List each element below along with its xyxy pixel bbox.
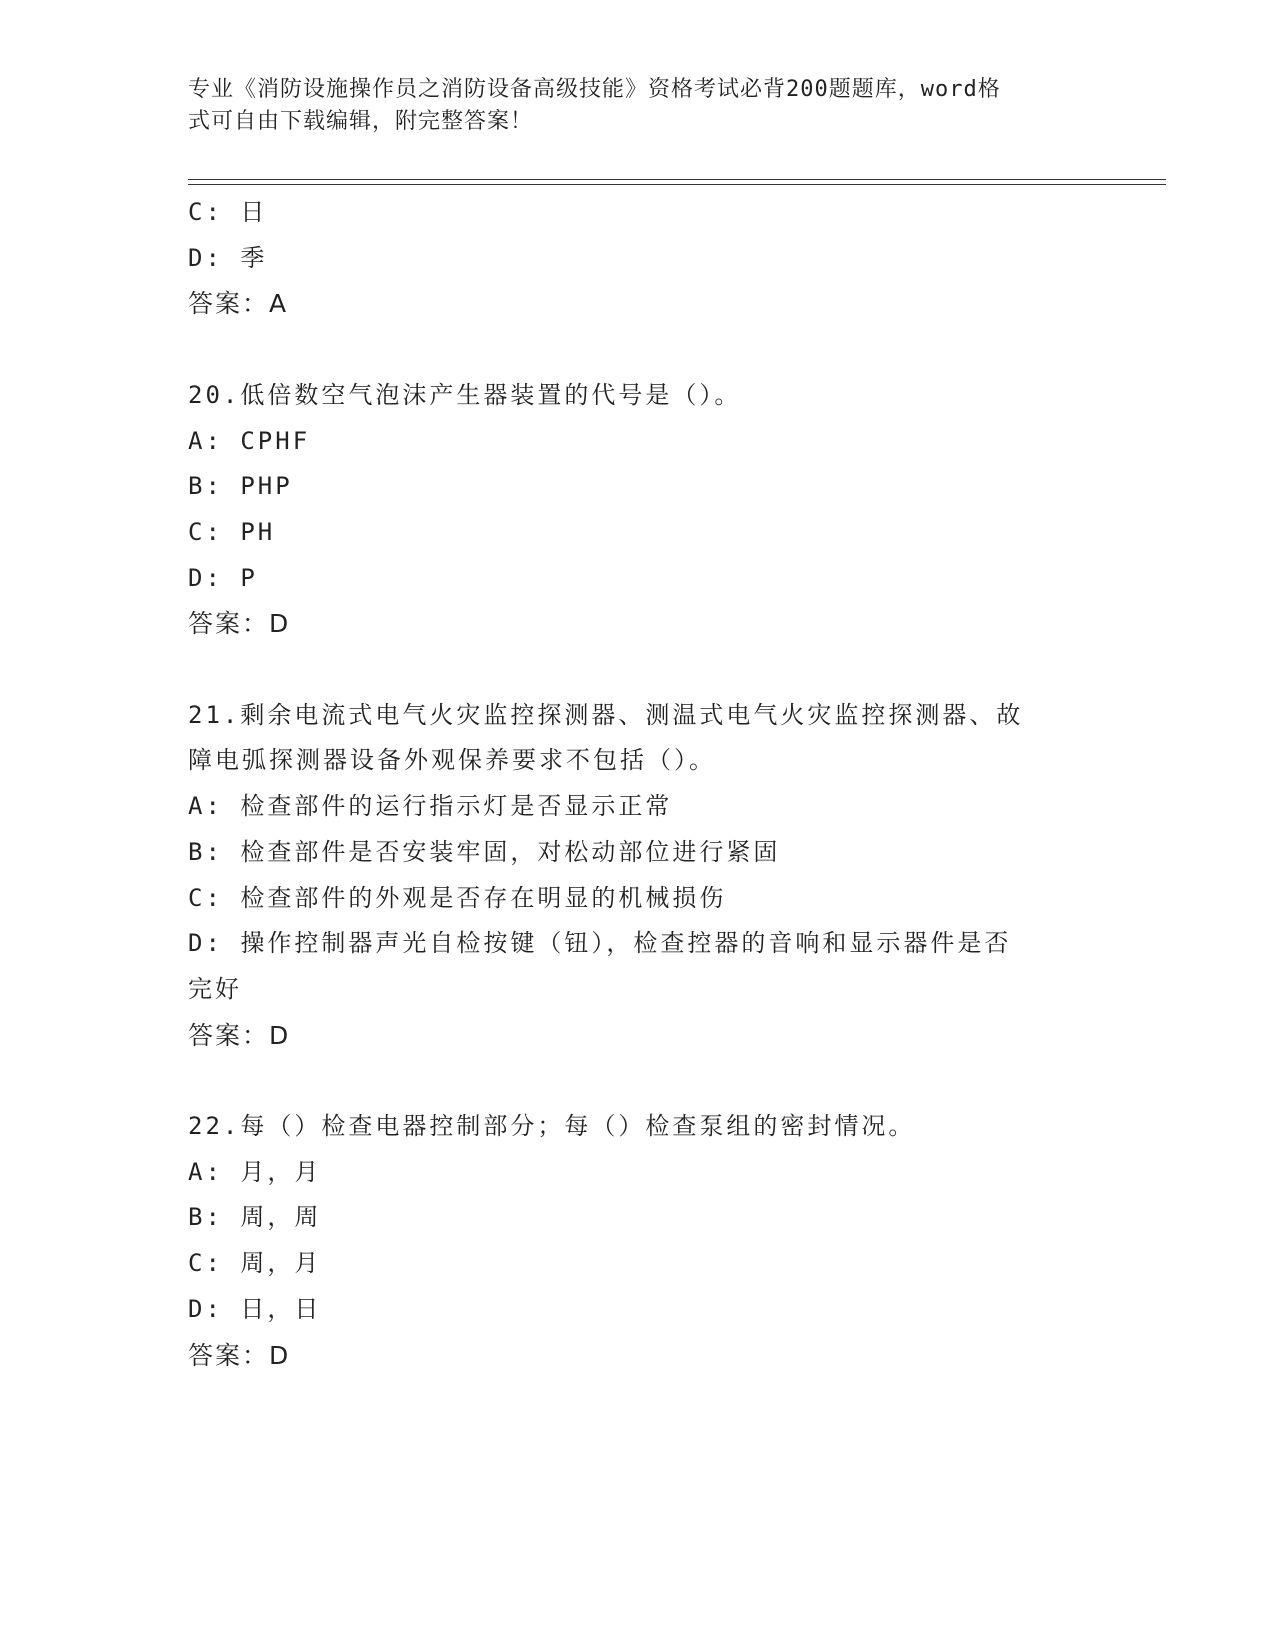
option-text: 周，月 xyxy=(240,1249,322,1278)
option-a xyxy=(188,784,1088,830)
answer-line: 答案：A xyxy=(188,289,289,319)
option-c xyxy=(188,190,1088,236)
option-c xyxy=(188,510,1088,556)
document-header xyxy=(188,74,1068,138)
question-text: 剩余电流式电气火灾监控探测器、测温式电气火灾监控探测器、故 xyxy=(240,700,1024,729)
spacer xyxy=(188,327,1088,373)
option-b xyxy=(188,464,1088,510)
question-stem-line-1 xyxy=(188,693,1088,739)
header-divider-bottom xyxy=(188,184,1166,185)
option-text: 季 xyxy=(240,243,268,272)
option-d xyxy=(188,921,1088,967)
question-number: 21. xyxy=(188,700,241,729)
option-d xyxy=(188,236,1088,282)
option-b xyxy=(188,1195,1088,1241)
option-a xyxy=(188,1150,1088,1196)
option-text: 月，月 xyxy=(240,1157,322,1186)
option-text: 日 xyxy=(240,198,268,226)
question-stem xyxy=(188,373,1088,419)
question-text: 低倍数空气泡沫产生器装置的代号是（）。 xyxy=(240,380,742,409)
option-label: D: xyxy=(188,929,223,958)
option-text: 检查部件是否安装牢固，对松动部位进行紧固 xyxy=(240,837,781,866)
answer-line: 答案：D xyxy=(188,609,291,639)
answer-line: 答案：D xyxy=(188,1340,291,1370)
option-b xyxy=(188,830,1088,876)
option-text: P xyxy=(240,563,258,592)
option-label: B: xyxy=(188,472,223,501)
question-21 xyxy=(188,693,1088,1059)
question-number: 20. xyxy=(188,380,241,409)
option-d xyxy=(188,1287,1088,1333)
question-20 xyxy=(188,373,1088,647)
option-label: A: xyxy=(188,1157,223,1186)
option-label: C: xyxy=(188,517,223,546)
option-label: B: xyxy=(188,1203,223,1232)
option-label: D: xyxy=(188,563,223,592)
header-divider-top xyxy=(188,179,1166,180)
option-label: C: xyxy=(188,1249,223,1278)
option-text: PH xyxy=(240,517,276,546)
question-list xyxy=(188,190,1088,1378)
option-c xyxy=(188,876,1088,922)
header-line-2: 式可自由下载编辑，附完整答案！ xyxy=(188,109,534,134)
option-text: 检查部件的运行指示灯是否显示正常 xyxy=(240,792,673,821)
option-text: 操作控制器声光自检按键（钮），检查控器的音响和显示器件是否 xyxy=(240,929,1012,958)
question-stem xyxy=(188,1104,1088,1150)
option-label: A: xyxy=(188,426,223,455)
option-text: PHP xyxy=(240,472,293,501)
option-c xyxy=(188,1241,1088,1287)
header-line-1: 专业《消防设施操作员之消防设备高级技能》资格考试必背200题题库，word格 xyxy=(188,77,1001,102)
question-22 xyxy=(188,1104,1088,1378)
question-stem-line-2: 障电弧探测器设备外观保养要求不包括（）。 xyxy=(188,746,716,775)
prev-question xyxy=(188,190,1088,327)
spacer xyxy=(188,647,1088,693)
option-label: A: xyxy=(188,792,223,821)
option-text: 周，周 xyxy=(240,1203,322,1232)
question-text: 每（）检查电器控制部分；每（）检查泵组的密封情况。 xyxy=(240,1112,916,1141)
option-a xyxy=(188,419,1088,465)
option-label: C: xyxy=(188,198,223,226)
option-text: 检查部件的外观是否存在明显的机械损伤 xyxy=(240,883,727,912)
answer-line: 答案：D xyxy=(188,1020,291,1050)
option-label: D: xyxy=(188,1294,223,1323)
option-label: D: xyxy=(188,243,223,272)
option-d-continued: 完好 xyxy=(188,974,242,1003)
option-label: C: xyxy=(188,883,223,912)
option-d xyxy=(188,556,1088,602)
option-text: CPHF xyxy=(240,426,311,455)
option-label: B: xyxy=(188,837,223,866)
spacer xyxy=(188,1058,1088,1104)
option-text: 日，日 xyxy=(240,1294,322,1323)
question-number: 22. xyxy=(188,1112,241,1141)
